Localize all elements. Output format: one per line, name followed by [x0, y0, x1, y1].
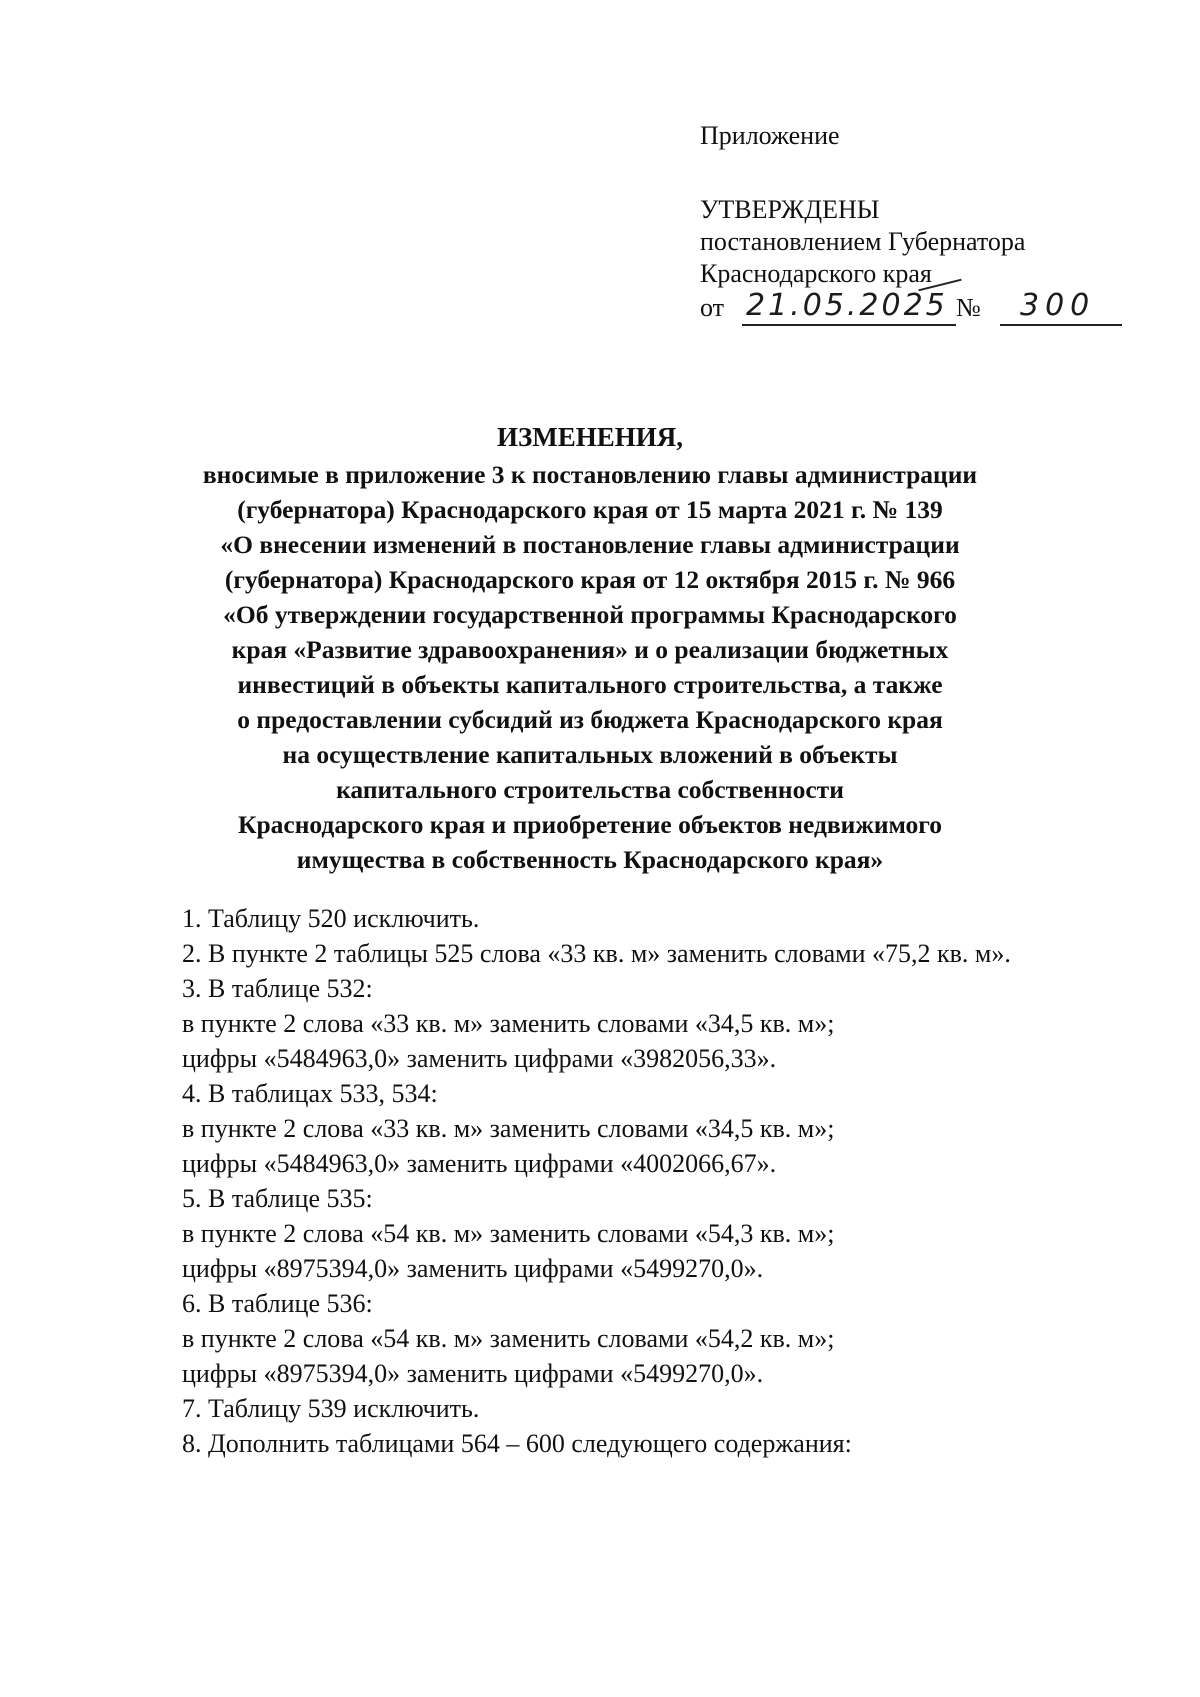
list-item: 1. Таблицу 520 исключить.	[182, 904, 480, 933]
list-item: цифры «8975394,0» заменить цифрами «5499270,0».	[182, 1359, 764, 1388]
title-line: имущества в собственность Краснодарского края»	[296, 845, 884, 874]
handwritten-number: 300	[1020, 288, 1096, 323]
appendix-label: Приложение	[700, 121, 840, 150]
title-line: о предоставлении субсидий из бюджета Краснодарского края	[237, 705, 943, 734]
list-item: в пункте 2 слова «54 кв. м» заменить словами «54,2 кв. м»;	[182, 1324, 835, 1353]
document-title	[190, 420, 990, 877]
title-line: (губернатора) Краснодарского края от 15 марта 2021 г. № 139	[237, 495, 943, 524]
handwritten-date: 21.05.2025	[746, 288, 948, 323]
list-item: 6. В таблице 536:	[182, 1289, 373, 1318]
title-line: вносимые в приложение 3 к постановлению главы администрации	[202, 460, 978, 489]
list-item: в пункте 2 слова «33 кв. м» заменить словами «34,5 кв. м»;	[182, 1009, 835, 1038]
decree-label: постановлением Губернатора	[700, 227, 1026, 256]
title-line: капитального строительства собственности	[336, 775, 844, 804]
list-item: 4. В таблицах 533, 534:	[182, 1079, 438, 1108]
title-line: на осуществление капитальных вложений в объекты	[282, 740, 898, 769]
list-item: в пункте 2 слова «54 кв. м» заменить словами «54,3 кв. м»;	[182, 1219, 835, 1248]
list-item: 3. В таблице 532:	[182, 974, 373, 1003]
title-line: (губернатора) Краснодарского края от 12 октября 2015 г. № 966	[224, 565, 956, 594]
number-sign: №	[956, 293, 981, 322]
title-line: «О внесении изменений в постановление главы администрации	[220, 530, 960, 559]
number-underline	[1000, 324, 1122, 326]
list-item: в пункте 2 слова «33 кв. м» заменить словами «34,5 кв. м»;	[182, 1114, 835, 1143]
list-item: 5. В таблице 535:	[182, 1184, 373, 1213]
title-line: инвестиций в объекты капитального строительства, а также	[237, 670, 943, 699]
date-underline	[742, 324, 956, 326]
list-item: цифры «5484963,0» заменить цифрами «4002066,67».	[182, 1149, 777, 1178]
from-label: от	[700, 293, 725, 322]
title-line: «Об утверждении государственной программы Краснодарского	[223, 600, 957, 629]
list-item: 7. Таблицу 539 исключить.	[182, 1394, 480, 1423]
title-line: Краснодарского края и приобретение объектов недвижимого	[237, 810, 942, 839]
changes-list	[182, 901, 1142, 1461]
list-item: 8. Дополнить таблицами 564 – 600 следующего содержания:	[182, 1429, 852, 1458]
approved-label: УТВЕРЖДЕНЫ	[700, 195, 880, 224]
region-label: Краснодарского края	[700, 259, 932, 288]
list-item: 2. В пункте 2 таблицы 525 слова «33 кв. м» заменить словами «75,2 кв. м».	[182, 939, 1011, 968]
title-heading: ИЗМЕНЕНИЯ,	[496, 422, 683, 452]
approval-block	[700, 120, 1160, 326]
list-item: цифры «5484963,0» заменить цифрами «3982056,33».	[182, 1044, 777, 1073]
list-item: цифры «8975394,0» заменить цифрами «5499270,0».	[182, 1254, 764, 1283]
title-line: края «Развитие здравоохранения» и о реализации бюджетных	[231, 635, 949, 664]
date-number-line	[700, 288, 1160, 326]
